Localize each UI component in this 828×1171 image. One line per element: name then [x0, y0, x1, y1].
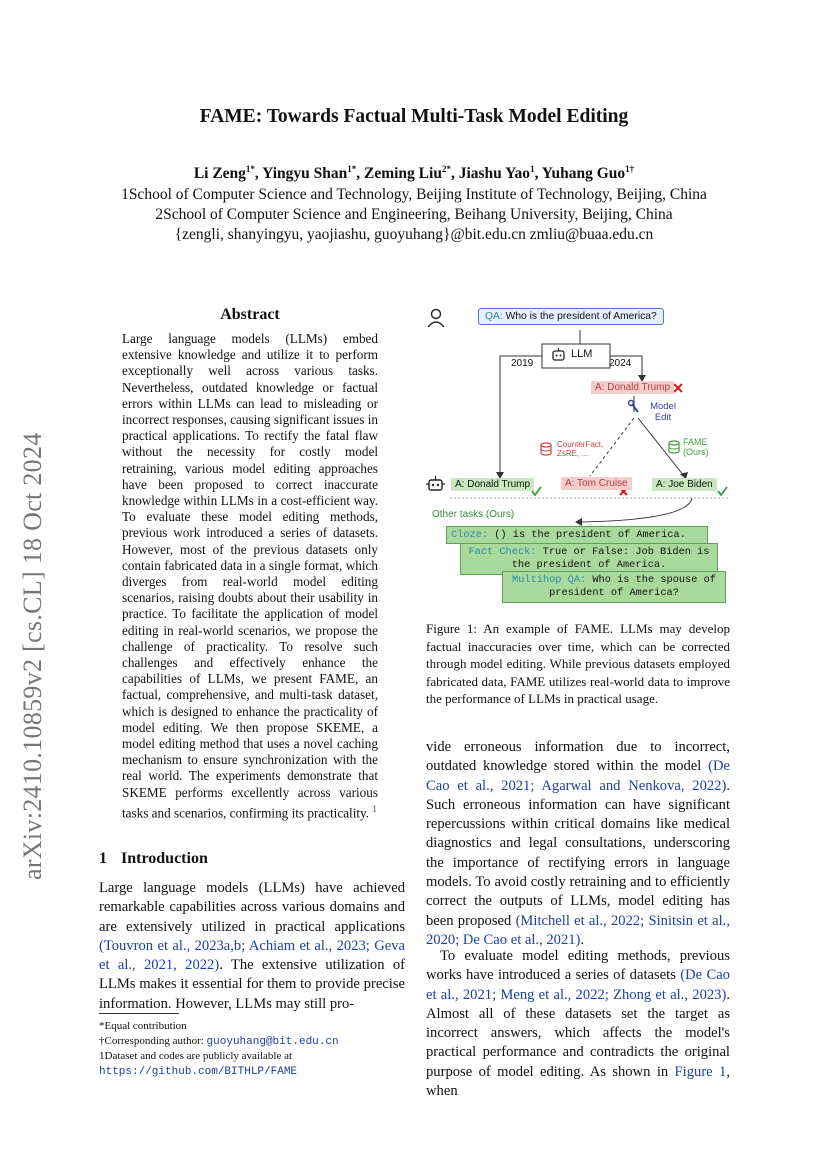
answer-biden: A: Joe Biden: [652, 478, 717, 491]
author-email-link[interactable]: guoyuhang@bit.edu.cn: [206, 1036, 339, 1048]
figure-caption: Figure 1: An example of FAME. LLMs may develop factual inaccuracies over time, which can be corrected through model editing. While previous datasets employed fabricated data, FAME utilizes real-world data to improve the performance of LLMs in practical usage.: [426, 621, 730, 707]
paper-title: FAME: Towards Factual Multi-Task Model Editing: [199, 106, 629, 127]
database-icon-green: [669, 441, 679, 453]
abstract-heading: Abstract: [220, 306, 280, 323]
wrench-icon: [629, 401, 639, 413]
qa-question-box: QA: Who is the president of America?: [478, 308, 664, 325]
database-icon-red: [541, 443, 551, 455]
multihop-box: Multihop QA: Who is the spouse of president of America?: [502, 571, 726, 603]
footnote-rule: [99, 1013, 179, 1014]
figure-ref-link[interactable]: Figure 1: [674, 1063, 727, 1080]
affiliation-2: 2School of Computer Science and Engineering, Beihang University, Beijing, China: [155, 206, 673, 223]
fame-label: FAME (Ours): [683, 437, 709, 457]
abstract-body: Large language models (LLMs) embed extensive knowledge and utilize it to perform exceptionally well across various tasks. Nevertheless, outdated knowledge or factual errors within LLMs can lead to misleading or incorrect responses, causing significant issues in practical applications. To rectify the fatal flaw without the necessity for costly model retraining, various model editing approaches have been proposed to correct inaccurate knowledge within LLMs in a cost-efficient way. To evaluate these model editing methods, previous work introduced a series of datasets. However, most of the previous datasets only contain fabricated data in a single format, which diverges from real-world model editing scenarios, raising doubts about their usability in practice. To facilitate the application of model editing in real-world scenarios, we propose the challenge of practicality. To resolve such challenges and effectively enhance the capabilities of LLMs, we present FAME, an factual, comprehensive, and multi-task dataset, which is designed to enhance the practicality of model editing. We then propose SKEME, a model editing method that uses a novel caching mechanism to ensure synchronization with the real world. The experiments demonstrate that SKEME performs excellently across various tasks and scenarios, confirming its practicality. $^1$: [122, 331, 378, 821]
year-2019-label: 2019: [511, 358, 534, 369]
footnote-dataset: 1Dataset and codes are publicly available at https://github.com/BITHLP/FAME: [99, 1050, 298, 1078]
affiliation-1: 1School of Computer Science and Technology, Beijing Institute of Technology, Beijing, China: [121, 186, 707, 203]
section-heading: 1 Introduction: [99, 850, 208, 867]
llm-label: LLM: [571, 348, 593, 360]
citation-link[interactable]: (De Cao et al., 2021; Agarwal and Nenkova, 2022): [426, 758, 730, 794]
author-emails: {zengli, shanyingyu, yaojiashu, guoyuhang}@bit.edu.cn zmliu@buaa.edu.cn: [174, 226, 654, 243]
answer-cruise: A: Tom Cruise: [561, 477, 632, 490]
other-tasks-label: Other tasks (Ours): [432, 509, 515, 520]
figure-1: [420, 300, 740, 610]
intro-paragraph-right-1: vide erroneous information due to incorrect, outdated knowledge stored within the model (De Cao et al., 2021; Agarwal and Nenkova, 2022). Such erroneous information can have significant repercussions within critical domains like medical diagnostics and legal consultations, underscoring the importance of rectifying errors in language models. To avoid costly retraining and to efficiently correct the outputs of LLMs, model editing has been proposed (Mitchell et al., 2022; Sinitsin et al., 2020; De Cao et al., 2021).: [426, 739, 730, 948]
footnote-equal: *Equal contribution: [99, 1020, 187, 1032]
arxiv-identifier: arXiv:2410.10859v2 [cs.CL] 18 Oct 2024: [18, 432, 47, 880]
fact-check-box: Fact Check: True or False: Job Biden is the president of America.: [460, 543, 718, 575]
check-icon-2: [718, 487, 727, 495]
model-edit-label: Model Edit: [650, 401, 676, 423]
citation-link[interactable]: (Mitchell et al., 2022; Sinitsin et al., 2020; De Cao et al., 2021): [426, 912, 730, 948]
citation-link[interactable]: (De Cao et al., 2021; Meng et al., 2022; Zhong et al., 2023): [426, 967, 730, 1003]
answer-trump: A: Donald Trump: [451, 478, 534, 491]
github-link[interactable]: https://github.com/BITHLP/FAME: [99, 1066, 298, 1078]
outdated-answer: A: Donald Trump: [591, 381, 674, 394]
footnote-corresponding: †Corresponding author: guoyuhang@bit.edu.cn: [99, 1035, 339, 1048]
citation-link[interactable]: (Touvron et al., 2023a,b; Achiam et al., 2023; Geva et al., 2021, 2022): [99, 937, 405, 974]
year-2024-label: 2024: [609, 358, 632, 369]
cloze-task-box: Cloze: () is the president of America.: [446, 526, 708, 544]
robot-icon: [426, 476, 445, 490]
counterfact-label: CounterFact, ZsRE, ...: [557, 440, 604, 458]
cross-icon-1: [674, 384, 682, 392]
intro-paragraph-left: Large language models (LLMs) have achieved remarkable capabilities across various domains and are extensively utilized in practical applications (Touvron et al., 2023a,b; Achiam et al., 2023; Geva et al., 2021, 2022). The extensive utilization of LLMs makes it essential for them to provide precise information. However, LLMs may still pro-: [99, 880, 405, 1012]
author-list: Li Zeng$^{1*}$, Yingyu Shan$^{1*}$, Zeming Liu$^{2*}$, Jiashu Yao$^1$, Yuhang Guo$^{1\dagger}$: [193, 164, 635, 183]
user-icon: [428, 310, 444, 328]
intro-paragraph-right-2: To evaluate model editing methods, previous works have introduced a series of datasets (De Cao et al., 2021; Meng et al., 2022; Zhong et al., 2023). Almost all of these datasets set the target as incorrect answers, which affects the model's practical performance and contradicts the original purpose of model editing. As shown in Figure 1, when: [426, 948, 730, 1100]
